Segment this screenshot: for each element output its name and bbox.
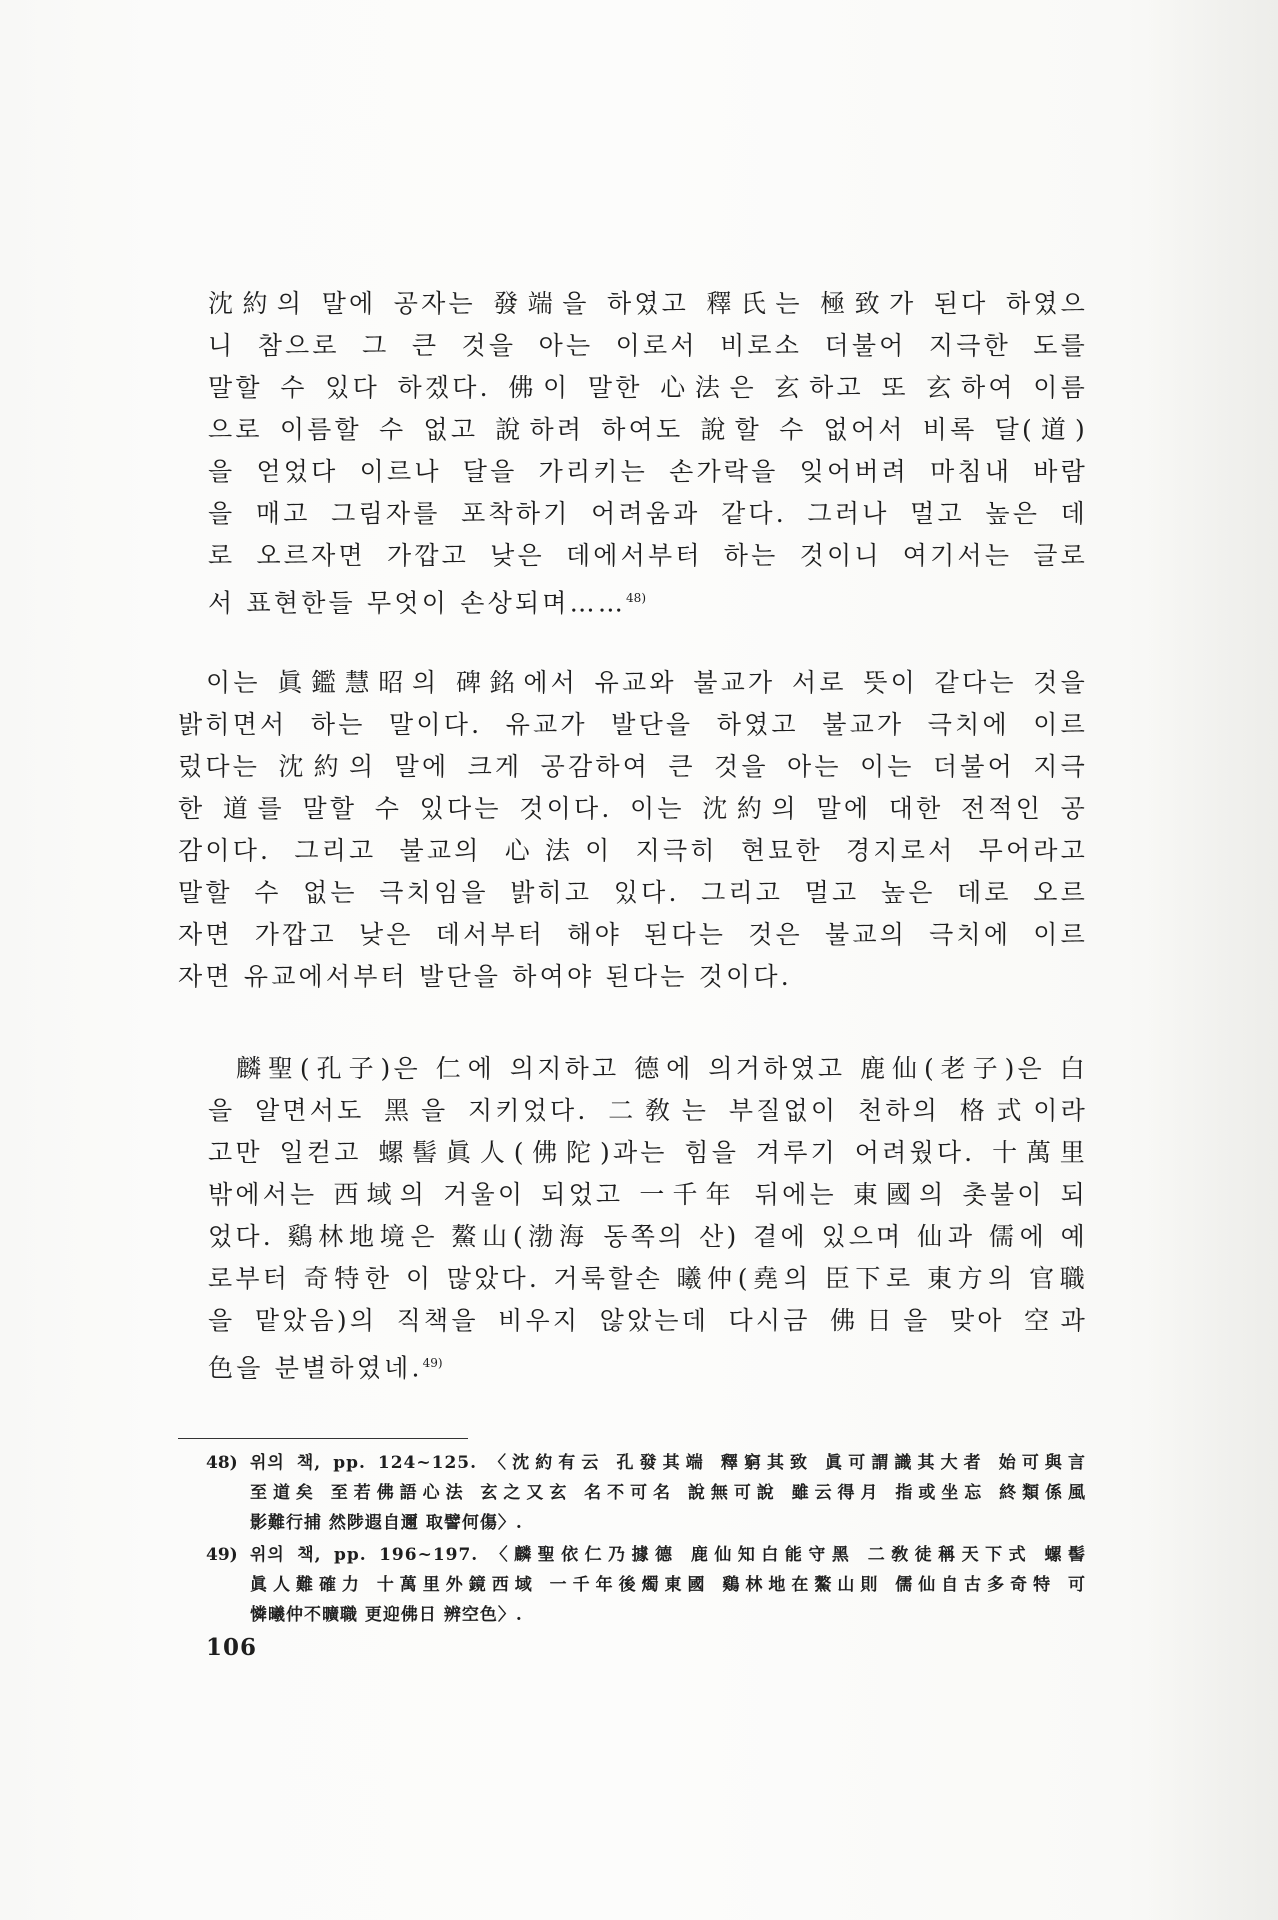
text-line: 말할 수 없는 극치임을 밝히고 있다. 그리고 멀고 높은 데로 오르 — [178, 878, 1088, 907]
text-line: 을 매고 그림자를 포착하기 어려움과 같다. 그러나 멀고 높은 데 — [208, 499, 1088, 528]
block-quote-49 — [208, 1048, 1088, 1384]
footnote-ref-49: 49) — [422, 1356, 443, 1370]
text-line: 감이다. 그리고 불교의 心法이 지극히 현묘한 경지로서 무어라고 — [178, 836, 1088, 865]
text-line: 을 얻었다 이르나 달을 가리키는 손가락을 잊어버려 마침내 바람 — [208, 457, 1088, 486]
page-edge-shadow — [1148, 0, 1278, 1920]
text-line: 이는 眞鑑慧昭의 碑銘에서 유교와 불교가 서로 뜻이 같다는 것을 — [206, 668, 1088, 697]
footnote-divider — [178, 1438, 468, 1439]
text-line: 沈約의 말에 공자는 發端을 하였고 釋氏는 極致가 된다 하였으 — [208, 289, 1088, 318]
text-line: 자면 가깝고 낮은 데서부터 해야 된다는 것은 불교의 극치에 이르 — [178, 920, 1088, 949]
text-line: 로부터 奇特한 이 많았다. 거룩할손 曦仲(堯의 臣下로 東方의 官職 — [208, 1264, 1088, 1293]
footnote-line: 眞人難確力 十萬里外鏡西域 一千年後燭東國 鷄林地在鰲山則 儒仙自古多奇特 可 — [250, 1575, 1086, 1595]
text-line: 밝히면서 하는 말이다. 유교가 발단을 하였고 불교가 극치에 이르 — [178, 710, 1088, 739]
text-line: 을 알면서도 黑을 지키었다. 二敎는 부질없이 천하의 格式이라 — [208, 1096, 1088, 1125]
text-line: 을 맡았음)의 직책을 비우지 않았는데 다시금 佛日을 맞아 空과 — [208, 1306, 1088, 1335]
footnote-line: 위의 책, pp. 196~197. 〈麟聖依仁乃據德 鹿仙知白能守黑 二敎徒稱天下式 螺髻 — [250, 1545, 1086, 1565]
text-line — [208, 1342, 1088, 1384]
footnote-line: 至道矣 至若佛語心法 玄之又玄 名不可名 說無可說 雖云得月 指或坐忘 終類係風 — [250, 1483, 1086, 1503]
text-line: 으로 이름할 수 없고 說하려 하여도 說할 수 없어서 비록 달(道) — [208, 415, 1088, 444]
footnote-line: 影難行捕 然陟遐自邇 取譬何傷〉. — [250, 1513, 523, 1533]
text-line — [208, 577, 1088, 619]
text-line-content: 서 표현한들 무엇이 손상되며…… — [208, 588, 627, 618]
footnotes — [206, 1448, 1086, 1632]
footnote-line: 憐曦仲不曠職 更迎佛日 辨空色〉. — [250, 1605, 523, 1625]
text-line: 麟聖(孔子)은 仁에 의지하고 德에 의거하였고 鹿仙(老子)은 白 — [236, 1054, 1088, 1083]
footnote-line: 위의 책, pp. 124~125. 〈沈約有云 孔發其端 釋窮其致 眞可謂識其大者 始可與言 — [250, 1453, 1086, 1473]
body-paragraph — [178, 662, 1088, 998]
text-line-content: 色을 분별하였네. — [208, 1353, 423, 1383]
block-quote-48 — [208, 283, 1088, 619]
text-line: 로 오르자면 가깝고 낮은 데에서부터 하는 것이니 여기서는 글로 — [208, 541, 1088, 570]
text-line: 밖에서는 西域의 거울이 되었고 一千年 뒤에는 東國의 촛불이 되 — [208, 1180, 1088, 1209]
footnote-number: 48) — [206, 1453, 238, 1473]
text-line: 었다. 鷄林地境은 鰲山(渤海 동쪽의 산) 곁에 있으며 仙과 儒에 예 — [208, 1222, 1088, 1251]
text-line: 니 참으로 그 큰 것을 아는 이로서 비로소 더불어 지극한 도를 — [208, 331, 1088, 360]
text-line: 말할 수 있다 하겠다. 佛이 말한 心法은 玄하고 또 玄하여 이름 — [208, 373, 1088, 402]
text-line: 고만 일컫고 螺髻眞人(佛陀)과는 힘을 겨루기 어려웠다. 十萬里 — [208, 1138, 1088, 1167]
text-line: 렀다는 沈約의 말에 크게 공감하여 큰 것을 아는 이는 더불어 지극 — [178, 752, 1088, 781]
text-line: 자면 유교에서부터 발단을 하여야 된다는 것이다. — [178, 962, 792, 991]
text-line: 한 道를 말할 수 있다는 것이다. 이는 沈約의 말에 대한 전적인 공 — [178, 794, 1088, 823]
page-number: 106 — [206, 1634, 258, 1661]
footnote-49 — [206, 1540, 1086, 1630]
footnote-48 — [206, 1448, 1086, 1538]
footnote-number: 49) — [206, 1545, 238, 1565]
footnote-ref-48: 48) — [626, 591, 646, 605]
